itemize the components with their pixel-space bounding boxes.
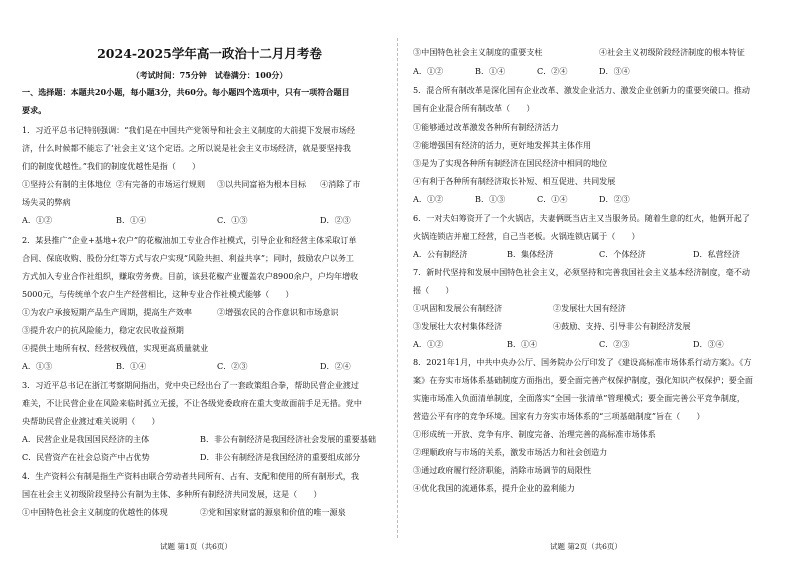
section-instruction-cont: 要求。 xyxy=(22,105,47,115)
question-8-option: ④优化我国的流通体系，提升企业的盈利能力 xyxy=(413,483,575,493)
question-2-answer-c[interactable]: C．②③ xyxy=(217,361,248,371)
question-4-option: ②党和国家财富的源泉和价值的唯一源泉 xyxy=(200,507,346,517)
question-6-answer-b[interactable]: B．集体经济 xyxy=(507,249,554,259)
exam-subtitle: （考试时间：75分钟 试卷满分：100分） xyxy=(131,70,288,80)
question-5-stem: 国有企业混合所有制改革（ ） xyxy=(413,103,535,113)
question-6-answer-d[interactable]: D．私营经济 xyxy=(693,249,740,259)
page-footer-right: 试题 第2页（共6页） xyxy=(550,542,622,551)
question-7-answer-c[interactable]: C．②③ xyxy=(599,339,630,349)
question-4-option: ④社会主义初级阶段经济制度的根本特征 xyxy=(599,47,745,57)
question-4-option: ①中国特色社会主义制度的优越性的体现 xyxy=(22,507,168,517)
question-2-answer-d[interactable]: D．②④ xyxy=(320,361,351,371)
question-1-option: ③以共同富裕为根本目标 xyxy=(217,179,307,189)
question-2-option: ②增强农民的合作意识和市场意识 xyxy=(217,307,339,317)
question-8-option: ②理顺政府与市场的关系，激发市场活力和社会创造力 xyxy=(413,447,608,457)
question-3-answer-d[interactable]: D．非公有制经济是我国经济的重要组成部分 xyxy=(200,452,361,462)
question-1-answer-a[interactable]: A．①② xyxy=(22,215,53,225)
question-5-stem: 5．混合所有制改革是深化国有企业改革、激发企业活力、激发企业创新力的重要突破口。推动 xyxy=(413,85,750,95)
question-8-stem: 营造公平有序的竞争环境。国家有力夯实市场体系的“三项基础制度”旨在（ ） xyxy=(413,411,705,421)
question-2-option: ④提供土地所有权、经营权残值，实现更高质量就业 xyxy=(22,343,209,353)
question-6-stem: 6．一对夫妇筹资开了一个火锅店，夫妻俩既当店主又当服务员。随着生意的红火，他俩开起了 xyxy=(413,213,750,223)
question-5-answer-c[interactable]: C．①④ xyxy=(537,194,568,204)
question-8-option: ①形成统一开放、竞争有序、制度完备、治理完善的高标准市场体系 xyxy=(413,429,656,439)
page-footer-left: 试题 第1页（共6页） xyxy=(160,542,232,551)
question-6-answer-a[interactable]: A．公有制经济 xyxy=(413,249,468,259)
question-2-option: ③提升农户的抗风险能力，稳定农民收益预期 xyxy=(22,325,184,335)
question-4-answer-c[interactable]: C．②④ xyxy=(537,66,568,76)
question-6-stem: 火锅连锁店并雇工经营，自己当老板。火锅连锁店属于（ ） xyxy=(413,231,640,241)
question-7-option: ③发展壮大农村集体经济 xyxy=(413,321,503,331)
question-7-stem: 7．新时代坚持和发展中国特色社会主义，必须坚持和完善我国社会主义基本经济制度，毫不动 xyxy=(413,267,750,277)
question-1-answer-c[interactable]: C．①③ xyxy=(217,215,248,225)
question-5-option: ①能够通过改革激发各种所有制经济活力 xyxy=(413,122,559,132)
question-3-answer-c[interactable]: C．民营资产在社会总资产中占优势 xyxy=(22,452,150,462)
question-8-stem: 8．2021年1月，中共中央办公厅、国务院办公厅印发了《建设高标准市场体系行动方案》。《方 xyxy=(413,357,752,367)
question-1-option: ①坚持公有制的主体地位 xyxy=(22,179,112,189)
section-instruction: 一、选择题：本题共20小题，每小题3分，共60分。每小题四个选项中，只有一项符合题目 xyxy=(22,87,350,97)
exam-title: 2024-2025学年高一政治十二月月考卷 xyxy=(97,46,322,61)
question-5-option: ②能增强国有经济的活力，更好地发挥其主体作用 xyxy=(413,140,592,150)
question-3-answer-a[interactable]: A．民营企业是我国国民经济的主体 xyxy=(22,434,150,444)
question-7-answer-d[interactable]: D．③④ xyxy=(693,339,724,349)
question-5-answer-d[interactable]: D．②③ xyxy=(599,194,630,204)
question-5-answer-b[interactable]: B．①③ xyxy=(475,194,506,204)
question-8-option: ③通过政府履行经济职能，消除市场调节的局限性 xyxy=(413,465,592,475)
question-5-answer-a[interactable]: A．①② xyxy=(413,194,444,204)
question-2-option: ①为农户承接短期产品生产周期，提高生产效率 xyxy=(22,307,192,317)
question-5-option: ④有利于各种所有制经济取长补短、相互促进、共同发展 xyxy=(413,176,616,186)
question-7-answer-b[interactable]: B．①④ xyxy=(507,339,538,349)
question-3-answer-b[interactable]: B．非公有制经济是我国经济社会发展的重要基础 xyxy=(200,434,376,444)
question-2-stem: 2．某县推广“企业+基地+农户”的花椒油加工专业合作社模式，引导企业和经营主体采取订单 xyxy=(22,235,357,245)
question-4-option: ③中国特色社会主义制度的重要支柱 xyxy=(413,47,543,57)
question-7-stem: 摇（ ） xyxy=(413,285,454,295)
question-4-stem: 国在社会主义初级阶段坚持公有制为主体、多种所有制经济共同发展，这是（ ） xyxy=(22,489,322,499)
question-1-answer-b[interactable]: B．①④ xyxy=(116,215,147,225)
question-1-stem: 1．习近平总书记特别强调：“我们是在中国共产党领导和社会主义制度的大前提下发展市场经 xyxy=(22,125,356,135)
question-7-option: ②发展壮大国有经济 xyxy=(553,303,626,313)
question-8-stem: 案》在夯实市场体系基础制度方面指出，要全面完善产权保护制度，强化知识产权保护；要全面 xyxy=(413,375,753,385)
question-8-stem: 实施市场准入负面清单制度，全面落实“全国一张清单”管理模式；要全面完善公平竞争制度， xyxy=(413,393,746,403)
question-3-stem: 3．习近平总书记在浙江考察期间指出，党中央已经出台了一套政策组合拳，帮助民营企业渡过 xyxy=(22,380,359,390)
question-5-option: ③是为了实现各种所有制经济在国民经济中相同的地位 xyxy=(413,158,608,168)
question-7-option: ④鼓励、支持、引导非公有制经济发展 xyxy=(553,321,691,331)
question-3-stem: 难关，不让民营企业在风险来临时孤立无援，不让各级党委政府在重大变故面前手足无措。党中 xyxy=(22,398,362,408)
question-1-answer-d[interactable]: D．②③ xyxy=(320,215,351,225)
question-1-option-cont: 场失灵的弊病 xyxy=(22,197,71,207)
question-1-option: ④消除了市 xyxy=(320,179,361,189)
column-divider xyxy=(397,38,398,538)
question-4-answer-b[interactable]: B．①④ xyxy=(475,66,506,76)
question-6-answer-c[interactable]: C．个体经济 xyxy=(599,249,646,259)
question-7-option: ①巩固和发展公有制经济 xyxy=(413,303,503,313)
question-2-stem: 5000元，与传统单个农户生产经营相比，这种专业合作社模式能够（ ） xyxy=(22,289,294,299)
question-4-answer-a[interactable]: A．①② xyxy=(413,66,444,76)
question-1-stem: 济，什么时候都不能忘了‘社会主义’这个定语。之所以说是社会主义市场经济，就是要坚持我 xyxy=(22,143,351,153)
question-1-stem: 们的制度优越性。”我们的制度优越性是指（ ） xyxy=(22,161,201,171)
question-4-answer-d[interactable]: D．③④ xyxy=(599,66,630,76)
question-3-stem: 央帮助民营企业渡过难关说明（ ） xyxy=(22,416,160,426)
question-2-answer-b[interactable]: B．①④ xyxy=(116,361,147,371)
question-2-stem: 合同、保底收购、股份分红等方式与农户实现“风险共担、利益共享”；同时，鼓励农户以务工 xyxy=(22,253,355,263)
question-2-stem: 方式加入专业合作社组织，赚取劳务费。目前，该县花椒产业覆盖农户8900余户，户均年增收 xyxy=(22,271,359,281)
question-7-answer-a[interactable]: A．①② xyxy=(413,339,444,349)
question-4-stem: 4．生产资料公有制是指生产资料由联合劳动者共同所有、占有、支配和使用的所有制形式，我 xyxy=(22,471,359,481)
question-2-answer-a[interactable]: A．①③ xyxy=(22,361,53,371)
question-1-option: ②有完备的市场运行规则 xyxy=(116,179,206,189)
